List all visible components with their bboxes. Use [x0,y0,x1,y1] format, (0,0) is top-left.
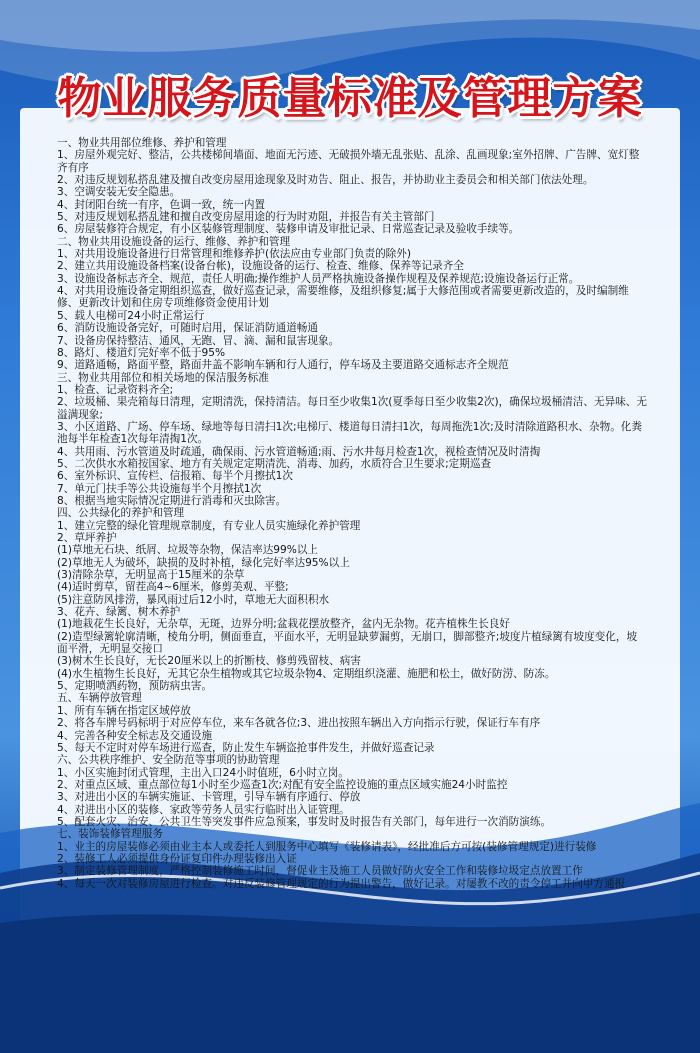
text-line: 5、每天不定时对停车场进行巡查，防止发生车辆盗抢事件发生，并做好巡查记录 [57,741,435,754]
text-line: 2、装修工人必须提供身份证复印件办理装修出入证 [57,852,297,865]
standards-text [57,137,647,890]
text-line: 五、车辆停放管理 [57,692,142,705]
text-line: 5、二次供水水箱按国家、地方有关规定定期清洗、消毒、加药，水质符合卫生要求;定期巡查 [57,457,492,470]
page-title: 物业服务质量标准及管理方案 [57,73,643,124]
text-line: 8、路灯、楼道灯完好率不低于95% [57,346,226,359]
text-line: 1、所有车辆在指定区域停放 [57,704,191,717]
text-line: 3、空调安装无安全隐患。 [57,186,181,199]
text-line: 2、垃圾桶、果壳箱每日清理，定期清洗，保持清洁。每日至少收集1次(夏季每日至少收集2次)，确保垃圾桶清洁、无异味、无溢满现象; [57,396,647,421]
text-line: 4、对共用设施设备定期组织巡查，做好巡查记录，需要维修，及组织修复;属于大修范围或者需要更新改造的，及时编制维修、更新改计划和住房专项维修资金使用计划 [57,285,629,310]
text-line: (2)草地无人为破坏，缺损的及时补植，绿化完好率达95%以上 [57,556,350,569]
text-line: 1、建立完整的绿化管理规章制度，有专业人员实施绿化养护管理 [57,519,361,532]
text-line: 4、共用雨、污水管道及时疏通，确保雨、污水管道畅通;雨、污水井每月检查1次，视检查情况及时清掏 [57,445,541,458]
text-line: 六、公共秩序维护、安全防范等事项的协助管理 [57,754,280,767]
text-line: 1、检查、记录资料齐全; [57,383,174,396]
text-line: 1、对共用设施设备进行日常管理和维修养护(依法应由专业部门负责的除外) [57,248,412,261]
text-line: 3、对进出小区的车辆实施证、卡管理，引导车辆有序通行、停放 [57,791,361,804]
text-line: 7、单元门扶手等公共设施每半个月擦拭1次 [57,482,262,495]
text-line: (1)草地无石块、纸屑、垃圾等杂物，保洁率达99%以上 [57,544,319,557]
text-line: 4、每天一次对装修房屋进行检查。对违反装修管理规定的行为提出警告，做好记录。对屡教不改的责令停工并向甲方通报 [57,877,626,890]
text-line: 6、房屋装修符合规定，有小区装修管理制度、装修申请及审批记录、日常巡查记录及验收手续等。 [57,223,520,236]
text-line: 6、室外标识、宣传栏、信报箱、每半个月擦拭1次 [57,470,293,483]
text-line: (1)地栽花生长良好，无杂草，无斑，边界分明;盆栽花摆放整齐，盆内无杂物。花卉植株生长良好 [57,618,510,631]
text-line: 2、对重点区域、重点部位每1小时至少巡查1次;对配有安全监控设施的重点区域实施24小时监控 [57,778,508,791]
text-line: 4、完善各种安全标志及交通设施 [57,729,213,742]
text-line: 8、根据当地实际情况定期进行消毒和灭虫除害。 [57,494,287,507]
text-line: 四、公共绿化的养护和管理 [57,507,185,520]
text-line: 5、定期喷洒药物，预防病虫害。 [57,680,213,693]
text-line: 2、将各车牌号码标明于对应停车位，来车各就各位;3、进出按照车辆出入方向指示行驶，保证行车有序 [57,717,541,730]
text-line: 7、设备房保持整洁、通风，无跑、冒、滴、漏和鼠害现象。 [57,334,340,347]
text-line: (3)清除杂草，无明显高于15厘米的杂草 [57,569,245,582]
text-line: (3)树木生长良好，无长20厘米以上的折断枝、修剪残留枝、病害 [57,655,361,668]
text-line: 4、对进出小区的装修、家政等劳务人员实行临时出入证管理。 [57,803,350,816]
text-line: 9、道路通畅，路面平整，路面井盖不影响车辆和行人通行，停车场及主要道路交通标志齐全规范 [57,359,509,372]
text-line: (2)造型绿篱轮廓清晰，棱角分明，侧面垂直，平面水平，无明显缺萝漏剪，无崩口，脚部整齐;坡度片植绿篱有坡度变化，坡面平滑，无明显交接口 [57,630,638,656]
text-line: 2、对违反规划私搭乱建及擅自改变房屋用途现象及时劝告、阻止、报告，并协助业主委员会和相关部门依法处理。 [57,174,594,187]
text-line: 三、物业共用部位和相关场地的保洁服务标准 [57,371,269,384]
text-line: (5)注意防风排涝，暴风雨过后12小时，草地无大面积积水 [57,593,330,606]
text-line: (4)水生植物生长良好，无其它杂生植物或其它垃圾杂物4、定期组织浇灌、施肥和松土，做好防涝、防冻。 [57,667,556,680]
text-line: 1、业主的房屋装修必须由业主本人或委托人到服务中心填写《装修请表》，经批准后方可按(装修管理规定)进行装修 [57,840,597,853]
text-line: 5、配套火灾、治安、公共卫生等突发事件应急预案，事发时及时报告有关部门，每年进行一次消防演练。 [57,815,552,828]
text-line: 6、消防设施设备完好，可随时启用，保证消防通道畅通 [57,322,318,335]
text-line: 5、对违反规划私搭乱建和擅自改变房屋用途的行为时劝阻，并报告有关主管部门 [57,211,435,224]
text-line: 2、草坪养护 [57,532,117,544]
text-line: 二、物业共用设施设备的运行、维修、养护和管理 [57,235,291,248]
text-line: 3、设施设备标志齐全、规范，责任人明确;操作维护人员严格执施设备操作规程及保养规范;设施设备运行正常。 [57,272,580,285]
text-line: 1、房屋外观完好、整洁，公共楼梯间墙面、地面无污迹、无破损外墙无乱张贴、乱涂、乱画现象;室外招牌、广告牌、宽灯整齐有序 [57,149,640,174]
text-line: 4、封闭阳台统一有序，色调一致，统一内置 [57,198,266,211]
text-line: 2、建立共用设施设备档案(设备台帐)，设施设备的运行、检查、维修、保养等记录齐全 [57,260,464,273]
text-line: 3、花卉、绿篱、树木养护 [57,606,181,619]
text-line: 3、制定装修管理制度，严格控制装修施工时间，督促业主及施工人员做好防火安全工作和装修垃圾定点放置工作 [57,865,583,878]
text-line: 3、小区道路、广场、停车场、绿地等每日清扫1次;电梯厅、楼道每日清扫1次，每周拖洗1次;及时清除道路积水、杂物。化粪池每半年检查1次每年清掏1次。 [57,420,642,446]
text-line: 5、载人电梯可24小时正常运行 [57,309,205,322]
text-line: 一、物业共用部位维修、养护和管理 [57,137,227,149]
text-line: (4)适时剪草，留茬高4~6厘米，修剪美观、平整; [57,581,289,594]
text-line: 七、装饰装修管理服务 [57,828,163,841]
text-line: 1、小区实施封闭式管理，主出入口24小时值班，6小时立岗。 [57,766,349,779]
